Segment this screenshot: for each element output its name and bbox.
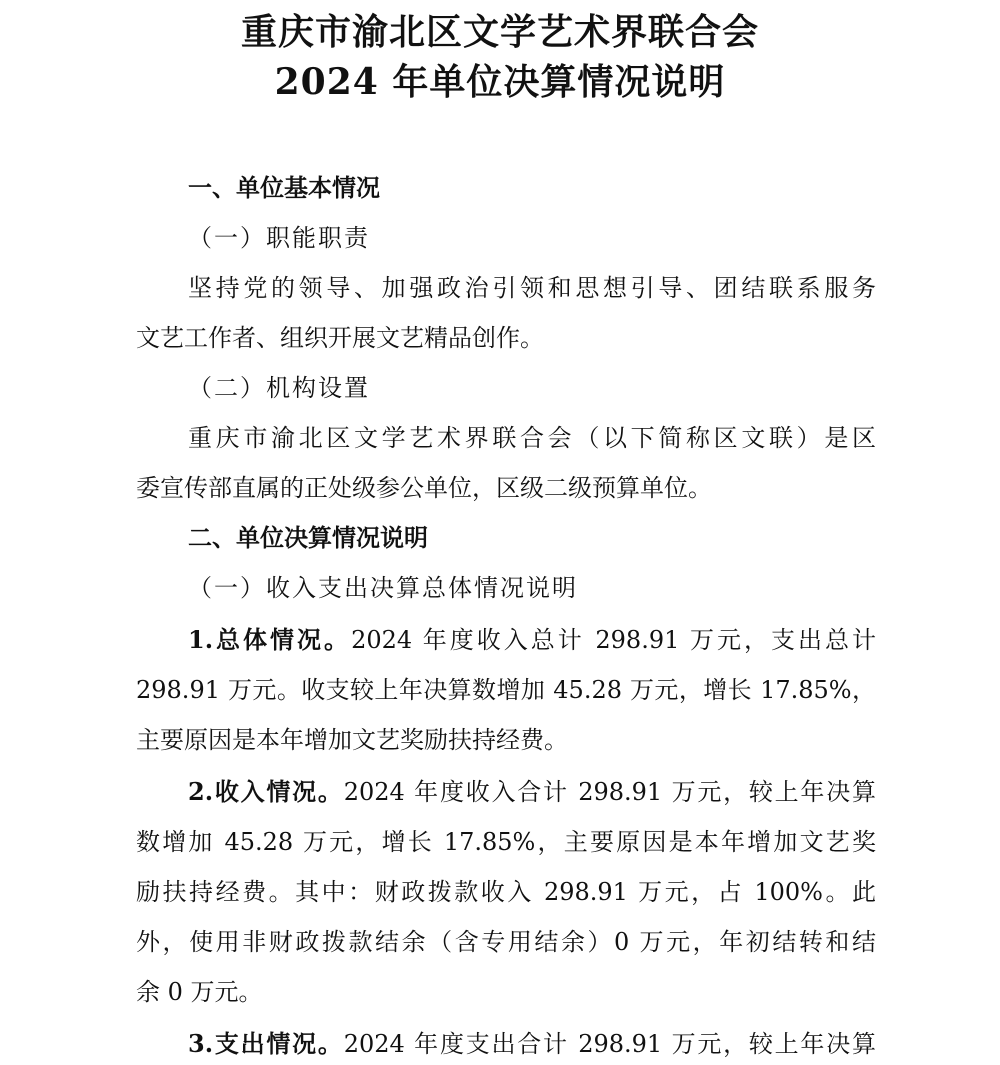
item-income-line: 数增加 45.28 万元，增长 17.85%，主要原因是本年增加文艺奖 [136,828,876,856]
paragraph-functions-line: 坚持党的领导、加强政治引领和思想引导、团结联系服务 [188,274,876,302]
item-income-line [188,776,876,808]
item-overall-line: 主要原因是本年增加文艺奖励扶持经费。 [136,726,568,754]
item-overall-line: 298.91 万元。收支较上年决算数增加 45.28 万元，增长 17.85%， [136,676,876,704]
document-title-line-1: 重庆市渝北区文学艺术界联合会 [240,11,759,53]
item-income-line: 励扶持经费。其中：财政拨款收入 298.91 万元，占 100%。此 [136,878,876,906]
item-expense-text: 2024 年度支出合计 298.91 万元，较上年决算 [343,1030,876,1058]
item-income-line: 余 0 万元。 [136,978,263,1006]
item-expense-line [188,1028,876,1060]
subheading-income-expense-overview: （一）收入支出决算总体情况说明 [188,574,578,602]
item-income-label: 2.收入情况。 [188,777,344,806]
document-title-line-2: 2024 年单位决算情况说明 [274,61,726,103]
paragraph-organization-line: 委宣传部直属的正处级参公单位，区级二级预算单位。 [136,474,712,502]
item-overall-line [188,624,876,656]
item-expense-label: 3.支出情况。 [188,1029,344,1058]
item-overall-text: 2024 年度收入总计 298.91 万元，支出总计 [351,626,876,654]
item-income-text: 2024 年度收入合计 298.91 万元，较上年决算 [343,778,876,806]
subheading-functions: （一）职能职责 [188,224,370,252]
paragraph-organization-line: 重庆市渝北区文学艺术界联合会（以下简称区文联）是区 [188,424,876,452]
section-heading-basic-info: 一、单位基本情况 [188,173,380,202]
paragraph-functions-line: 文艺工作者、组织开展文艺精品创作。 [136,324,544,352]
item-income-line: 外，使用非财政拨款结余（含专用结余）0 万元，年初结转和结 [136,928,876,956]
subheading-organization: （二）机构设置 [188,374,370,402]
section-heading-final-accounts: 二、单位决算情况说明 [188,523,428,552]
item-overall-label: 1.总体情况。 [188,625,352,654]
